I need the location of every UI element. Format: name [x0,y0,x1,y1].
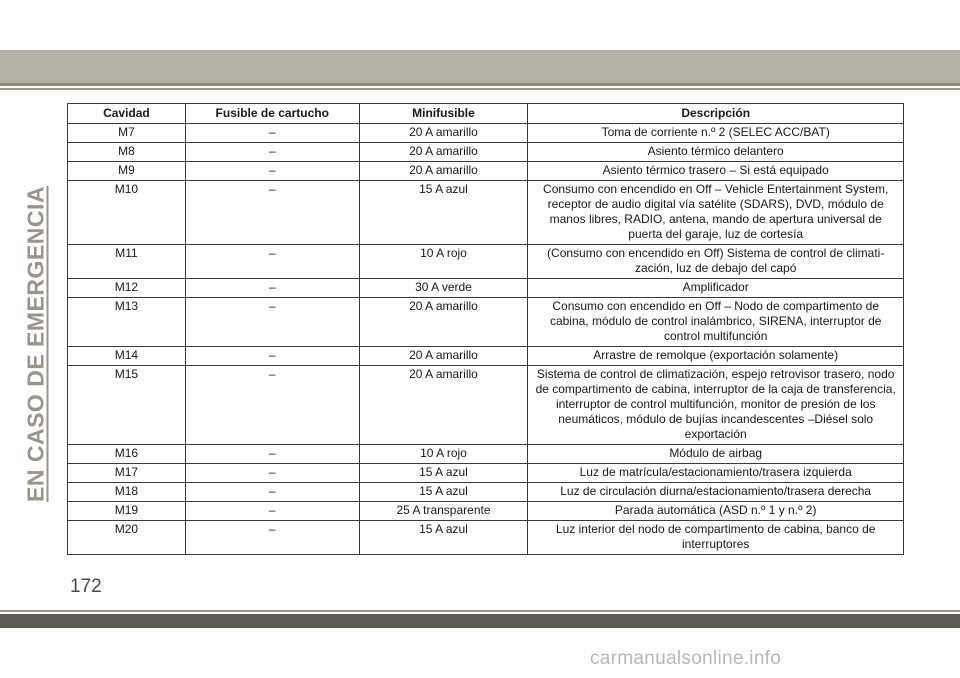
cell-description: Asiento térmico trasero – Si está equipado [528,162,904,181]
cell-mini-fuse: 15 A azul [359,483,528,502]
cell-mini-fuse: 15 A azul [359,521,528,555]
header-rule [0,88,960,90]
cell-mini-fuse: 20 A amarillo [359,162,528,181]
table-row [68,143,904,162]
table-row [68,445,904,464]
cell-description: Luz interior del nodo de compartimento de cabina, banco de interruptores [528,521,904,555]
cell-cartridge-fuse: – [185,279,359,298]
cell-cartridge-fuse: – [185,502,359,521]
column-header-cartridge-fuse: Fusible de cartucho [185,104,359,124]
cell-cartridge-fuse: – [185,366,359,445]
section-title: EN CASO DE EMERGENCIA [22,186,49,502]
column-header-cavity: Cavidad [68,104,186,124]
table-row [68,464,904,483]
table-row [68,521,904,555]
cell-mini-fuse: 10 A rojo [359,245,528,279]
table-row [68,181,904,245]
table-body [68,124,904,555]
cell-cavity: M12 [68,279,186,298]
cell-mini-fuse: 25 A transparente [359,502,528,521]
cell-description: Módulo de airbag [528,445,904,464]
cell-cavity: M18 [68,483,186,502]
cell-cavity: M19 [68,502,186,521]
cell-cartridge-fuse: – [185,298,359,347]
table-row [68,366,904,445]
table-row [68,279,904,298]
cell-cavity: M7 [68,124,186,143]
cell-mini-fuse: 20 A amarillo [359,124,528,143]
cell-description: Consumo con encendido en Off – Vehicle Entertainment System, receptor de audio digital vía satélite (SDARS), DVD, módulo de manos libres, RADIO, antena, mando de apertura universal de puerta del garaje, luz de cortesía [528,181,904,245]
cell-cavity: M15 [68,366,186,445]
table-row [68,298,904,347]
cell-cavity: M17 [68,464,186,483]
cell-description: Luz de matrícula/estacionamiento/trasera izquierda [528,464,904,483]
cell-mini-fuse: 30 A verde [359,279,528,298]
cell-cavity: M9 [68,162,186,181]
cell-cavity: M16 [68,445,186,464]
watermark-text: carmanualsonline.info [590,648,782,669]
cell-cartridge-fuse: – [185,521,359,555]
cell-cavity: M20 [68,521,186,555]
page-number: 172 [70,576,102,597]
cell-cartridge-fuse: – [185,464,359,483]
cell-description: Sistema de control de climatización, espejo retrovisor trasero, nodo de compartimento de cabina, interruptor de la caja de transferencia, interruptor de control multifunción, monitor de presión de los neumáticos, módulo de bujías incandescentes –Diésel solo exportación [528,366,904,445]
footer-rule [0,610,960,612]
cell-description: (Consumo con encendido en Off) Sistema de control de climati-zación, luz de debajo del capó [528,245,904,279]
cell-description: Arrastre de remolque (exportación solamente) [528,347,904,366]
cell-mini-fuse: 10 A rojo [359,445,528,464]
cell-cartridge-fuse: – [185,347,359,366]
cell-cavity: M13 [68,298,186,347]
cell-description: Toma de corriente n.º 2 (SELEC ACC/BAT) [528,124,904,143]
table-header-row [68,104,904,124]
cell-mini-fuse: 15 A azul [359,181,528,245]
cell-mini-fuse: 20 A amarillo [359,298,528,347]
cell-cavity: M14 [68,347,186,366]
cell-cavity: M8 [68,143,186,162]
cell-cartridge-fuse: – [185,143,359,162]
table-row [68,347,904,366]
cell-cartridge-fuse: – [185,245,359,279]
table-row [68,124,904,143]
cell-description: Consumo con encendido en Off – Nodo de compartimento de cabina, módulo de control inalámbrico, SIRENA, interruptor de control multifunción [528,298,904,347]
cell-cartridge-fuse: – [185,181,359,245]
cell-description: Luz de circulación diurna/estacionamiento/trasera derecha [528,483,904,502]
table-row [68,483,904,502]
cell-description: Parada automática (ASD n.º 1 y n.º 2) [528,502,904,521]
table-row [68,245,904,279]
cell-description: Asiento térmico delantero [528,143,904,162]
cell-description: Amplificador [528,279,904,298]
cell-mini-fuse: 15 A azul [359,464,528,483]
footer-band [0,614,960,628]
table-row [68,502,904,521]
cell-cartridge-fuse: – [185,124,359,143]
fuse-table [67,103,904,555]
cell-cavity: M11 [68,245,186,279]
cell-cartridge-fuse: – [185,483,359,502]
cell-mini-fuse: 20 A amarillo [359,366,528,445]
cell-mini-fuse: 20 A amarillo [359,143,528,162]
header-band [0,50,960,86]
table-row [68,162,904,181]
cell-cartridge-fuse: – [185,162,359,181]
column-header-description: Descripción [528,104,904,124]
column-header-mini-fuse: Minifusible [359,104,528,124]
cell-cavity: M10 [68,181,186,245]
cell-mini-fuse: 20 A amarillo [359,347,528,366]
cell-cartridge-fuse: – [185,445,359,464]
